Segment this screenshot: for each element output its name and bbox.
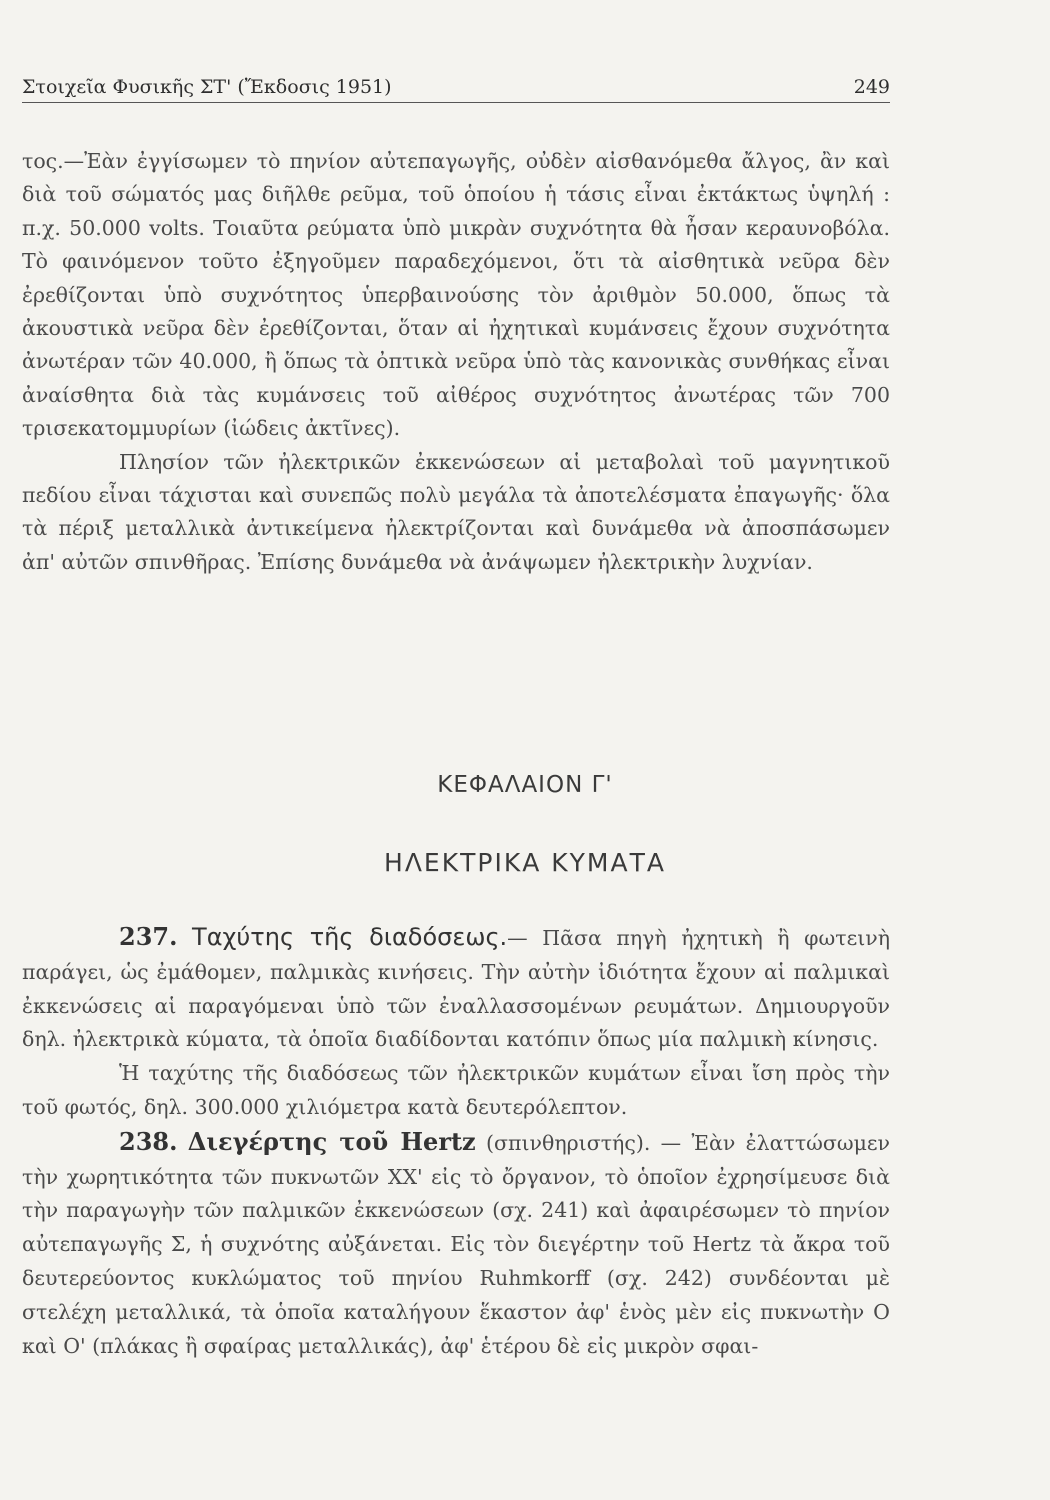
body-text-sections [22,920,890,1363]
section-title: Διεγέρτης τοῦ Hertz [187,1126,476,1156]
running-head-title: Στοιχεῖα Φυσικῆς ΣΤ' (Ἔκδοσις 1951) [22,76,392,98]
paragraph: Ἡ ταχύτης τῆς διαδόσεως τῶν ἠλεκτρικῶν κυμάτων εἶναι ἴση πρὸς τὴν τοῦ φωτός, δηλ. 300.000 χιλιόμετρα κατὰ δευτερόλεπτον. [22,1061,890,1119]
section-paragraph [22,920,890,1057]
section-title: Ταχύτης τῆς διαδόσεως. [192,923,508,951]
chapter-title: ΗΛΕΚΤΡΙΚΑ ΚΥΜΑΤΑ [384,848,666,877]
paragraph: τος.—Ἐὰν ἐγγίσωμεν τὸ πηνίον αὐτεπαγωγῆς, οὐδὲν αἰσθανόμεθα ἄλγος, ἂν καὶ διὰ τοῦ σώματός μας διῆλθε ρεῦμα, τοῦ ὁποίου ἡ τάσις εἶναι ἐκτάκτως ὑψηλή : π.χ. 50.000 volts. Τοιαῦτα ρεύματα ὑπὸ μικρὰν συχνότητα θὰ ἦσαν κεραυνοβόλα. Τὸ φαινόμενον τοῦτο ἐξηγοῦμεν παραδεχόμενοι, ὅτι τὰ αἰσθητικὰ νεῦρα δὲν ἐρεθίζονται ὑπὸ συχνότητος ὑπερβαινούσης τὸν ἀριθμὸν 50.000, ὅπως τὰ ἀκουστικὰ νεῦρα δὲν ἐρεθίζονται, ὅταν αἱ ἠχητικαὶ κυμάνσεις ἔχουν συχνότητα ἀνωτέραν τῶν 40.000, ἢ ὅπως τὰ ὀπτικὰ νεῦρα ὑπὸ τὰς κανονικὰς συνθήκας εἶναι ἀναίσθητα διὰ τὰς κυμάνσεις τοῦ αἰθέρος συχνότητος ἀνωτέρας τῶν 700 τρισεκατομμυρίων (ἰώδεις ἀκτῖνες). [22,149,890,441]
paragraph: Πλησίον τῶν ἠλεκτρικῶν ἐκκενώσεων αἱ μεταβολαὶ τοῦ μαγνητικοῦ πεδίου εἶναι τάχισται καὶ συνεπῶς πολὺ μεγάλα τὰ ἀποτελέσματα ἐπαγωγῆς· ὅλα τὰ πέριξ μεταλλικὰ ἀντικείμενα ἠλεκτρίζονται καὶ δυνάμεθα νὰ ἀποσπάσωμεν ἀπ' αὐτῶν σπινθῆρας. Ἐπίσης δυνάμεθα νὰ ἀνάψωμεν ἠλεκτρικὴν λυχνίαν. [22,449,890,574]
chapter-label: ΚΕΦΑΛΑΙΟΝ Γ' [437,772,613,798]
body-text-top [22,145,890,579]
page-number: 249 [853,76,890,98]
running-head [22,76,890,103]
section-paragraph [22,1125,890,1364]
section-text: — Πᾶσα πηγὴ ἠχητικὴ ἢ φωτεινὴ παράγει, ὡς ἐμάθομεν, παλμικὰς κινήσεις. Τὴν αὐτὴν ἰδιότητα ἔχουν αἱ παλμικαὶ ἐκκενώσεις αἱ παραγόμεναι ὑπὸ τῶν ἐναλλασσομένων ρευμάτων. Δημιουργοῦν δηλ. ἠλεκτρικὰ κύματα, τὰ ὁποῖα διαδίδονται κατόπιν ὅπως μία παλμικὴ κίνησις. [22,926,890,1052]
section-text: (σπινθηριστής). — Ἐὰν ἐλαττώσωμεν τὴν χωρητικότητα τῶν πυκνωτῶν ΧΧ' εἰς τὸ ὄργανον, τὸ ὁποῖον ἐχρησίμευσε διὰ τὴν παραγωγὴν τῶν παλμικῶν ἐκκενώσεων (σχ. 241) καὶ ἀφαιρέσωμεν τὸ πηνίον αὐτεπαγωγῆς Σ, ἡ συχνότης αὐξάνεται. Εἰς τὸν διεγέρτην τοῦ Hertz τὰ ἄκρα τοῦ δευτερεύοντος κυκλώματος τοῦ πηνίου Ruhmkorff (σχ. 242) συνδέονται μὲ στελέχη μεταλλικά, τὰ ὁποῖα καταλήγουν ἕκαστον ἀφ' ἑνὸς μὲν εἰς πυκνωτὴν Ο καὶ Ο' (πλάκας ἢ σφαίρας μεταλλικάς), ἀφ' ἑτέρου δὲ εἰς μικρὸν σφαι- [22,1130,890,1358]
section-number: 238. [119,1126,178,1156]
section-number: 237. [119,922,178,951]
